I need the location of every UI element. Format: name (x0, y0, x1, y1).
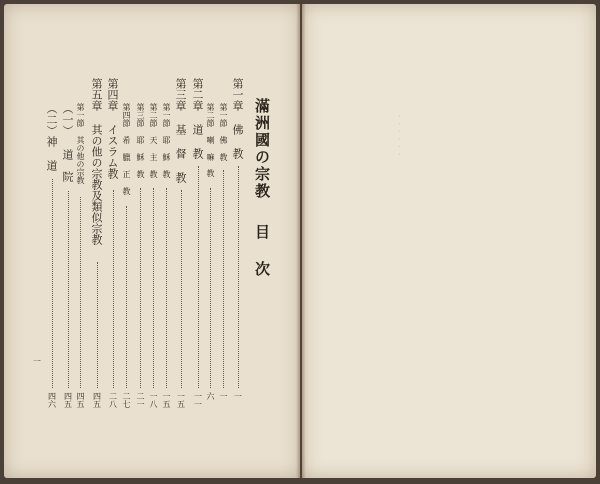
toc-page-number: 六 (206, 392, 215, 400)
toc-entry-label: 第一節 佛 教 (219, 103, 228, 161)
right-page (302, 4, 596, 478)
page-folio: 一 (33, 357, 41, 366)
book-title: 滿洲國の宗教 (253, 98, 271, 200)
toc-entry-label: 第四章 イスラム教 (106, 78, 119, 179)
toc-page-number: 二八 (108, 392, 118, 408)
toc-entry-label: 第二節 天 主 教 (149, 103, 158, 178)
toc-leader-dots (210, 188, 211, 388)
gutter-shadow (296, 4, 306, 478)
toc-entry-label: 第一節 其の他の宗教 (76, 103, 85, 184)
toc-entry-label: 第四節 希 臘 正 教 (122, 103, 131, 195)
toc-entry-label: 第三章 基 督 教 (174, 78, 187, 183)
toc-leader-dots (80, 197, 81, 388)
toc-entry-label: 第一節 耶 穌 教 (162, 103, 171, 178)
toc-leader-dots (68, 191, 69, 388)
toc-heading: 目 次 (253, 224, 271, 278)
toc-leader-dots (238, 166, 239, 388)
toc-page-number: 四五 (76, 392, 85, 408)
toc-leader-dots (126, 206, 127, 388)
toc-entry-label: 第五章 其の他の宗教及類似宗教 (90, 78, 103, 245)
toc-entry-label: （二）神 道 (45, 103, 58, 171)
toc-page-number: 一 (233, 392, 243, 400)
toc-page-number: 二一 (136, 392, 145, 408)
toc-page-number: 一五 (162, 392, 171, 408)
toc-entry-label: （一） 道 院 (61, 103, 74, 182)
toc-page-number: 一 (219, 392, 228, 400)
toc-leader-dots (140, 188, 141, 388)
toc-page-number: 一一 (193, 392, 203, 408)
toc-leader-dots (166, 188, 167, 388)
toc-entry-label: 第二節 喇 嘛 教 (206, 103, 215, 177)
toc-leader-dots (181, 190, 182, 388)
toc-leader-dots (113, 190, 114, 388)
toc-entry-label: 第一章 佛 教 (231, 78, 244, 159)
toc-page-number: 四六 (47, 392, 57, 408)
toc-leader-dots (97, 262, 98, 388)
toc-page-number: 四五 (92, 392, 102, 408)
toc-leader-dots (198, 166, 199, 388)
toc-page-number: 一八 (149, 392, 158, 408)
toc-entry-label: 第三節 耶 穌 教 (136, 103, 145, 178)
toc-leader-dots (223, 170, 224, 388)
toc-page-number: 四五 (63, 392, 73, 408)
toc-entry-label: 第二章 道 教 (191, 78, 204, 159)
toc-leader-dots (52, 179, 53, 388)
show-through-text: · · · · · · (392, 114, 406, 156)
toc-page-number: 一五 (176, 392, 186, 408)
toc-page-number: 二七 (122, 392, 131, 408)
toc-leader-dots (153, 188, 154, 388)
